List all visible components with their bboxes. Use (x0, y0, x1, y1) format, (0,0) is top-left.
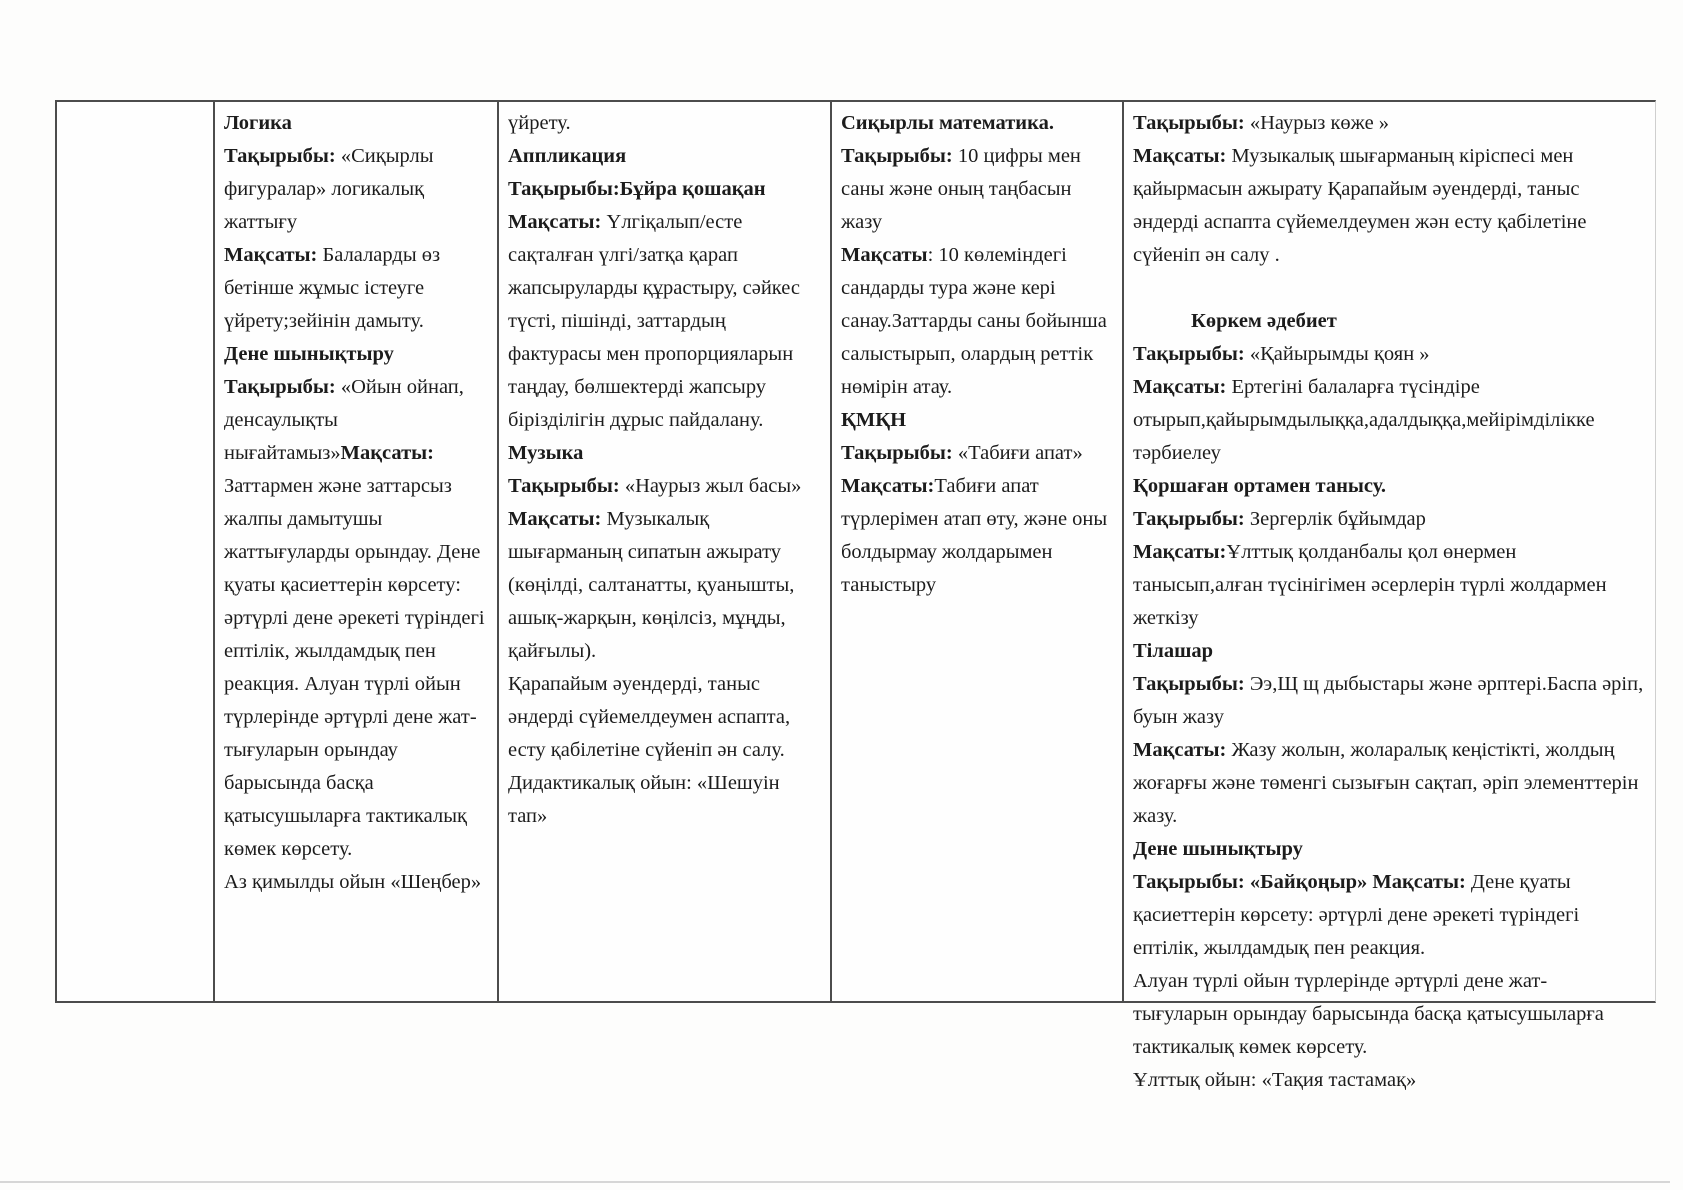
text-block (224, 338, 487, 371)
bold-text-run: Тақырыбы: (508, 475, 620, 497)
text-run: Заттармен және заттарсыз жалпы дамытушы жаттығуларды орындау. Дене қуаты қасиеттерін көрсету: әртүрлі дене әрекеті түріндегі ептілік, жылдамдық пен реакция. Алуан түрлі ойын түрлерінде әртүрлі дене жат- (224, 475, 485, 728)
text-run: Үлгіқалып/есте сақталған үлгі/затқа қарап жапсыруларды құрастыру, сәйкес түсті, пішінді, заттардың фактурасы мен пропорцияларын таңдау, бөлшектерді жапсыру бірізділігін дұрыс пайдалану. (508, 211, 800, 431)
text-block (1133, 965, 1645, 1064)
text-run: үйрету. (508, 112, 571, 134)
text-run: Ертегіні балаларға түсіндіре отырып,қайырымдылыққа,адалдыққа,мейірімділікке тәрбиелеу (1133, 376, 1595, 464)
text-block (508, 767, 820, 833)
text-run: тығуларын орындау барысында басқа қатысушыларға тактикалық көмек көрсету. (224, 739, 467, 860)
bold-text-run: Тақырыбы: (1133, 112, 1245, 134)
bold-text-run: Дене шынықтыру (224, 343, 394, 365)
bold-text-run: Тақырыбы: (1133, 673, 1245, 695)
text-block (841, 404, 1112, 437)
bold-text-run: Мақсаты: (1133, 145, 1227, 167)
bold-text-run: Тақырыбы: (841, 145, 953, 167)
text-block (1133, 470, 1645, 503)
text-block (1133, 338, 1645, 371)
text-block (1133, 734, 1645, 833)
text-run: Балаларды өз бетінше жұмыс істеуге үйрету;зейінін дамыту. (224, 244, 441, 332)
text-block (508, 668, 820, 767)
text-block (508, 140, 820, 173)
text-run: «Ойын ойнап, денсаулықты нығайтамыз» (224, 376, 464, 464)
text-block (1133, 107, 1645, 140)
bold-text-run: Қоршаған ортамен танысу. (1133, 475, 1387, 497)
bold-text-run: Мақсаты: (340, 442, 435, 464)
bold-text-run: Мақсаты: (1133, 376, 1227, 398)
text-block (1133, 371, 1645, 470)
text-run: Ұлттық ойын: «Тақия тастамақ» (1133, 1069, 1417, 1091)
blank-line (1133, 272, 1645, 305)
text-run: Музыкалық шығарманың сипатын ажырату (көңілді, салтанатты, қуанышты, ашық-жарқын, көңілсіз, мұңды, қайғылы). (508, 508, 795, 662)
text-block (1133, 536, 1645, 635)
text-block (1133, 503, 1645, 536)
text-run: «Наурыз жыл басы» (619, 475, 802, 497)
scan-artifact-line (0, 1181, 1670, 1183)
text-run: Ээ,Щ щ дыбыстары және әрптері.Баспа әріп, буын жазу (1133, 673, 1644, 728)
bold-text-run: Логика (224, 112, 292, 134)
table-cell-spacer (57, 102, 215, 1001)
bold-text-run: Аппликация (508, 145, 627, 167)
text-block (841, 140, 1112, 239)
text-block (1133, 668, 1645, 734)
text-block (841, 470, 1112, 602)
bold-text-run: Тақырыбы: (1133, 871, 1245, 893)
text-run: Музыкалық шығарманың кіріспесі мен қайырмасын ажырату Қарапайым әуендерді, таныс әндерді аспапта сүйемелдеумен жән есту қабілетіне сүйеніп ән салу . (1133, 145, 1587, 266)
bold-text-run: Дене шынықтыру (1133, 838, 1303, 860)
table-cell-logic-physical (215, 102, 499, 1001)
table-cell-literature-language (1124, 102, 1655, 1091)
text-block (224, 239, 487, 338)
text-run: 10 цифры мен саны және оның таңбасын жазу (841, 145, 1081, 233)
text-block (508, 206, 820, 437)
bold-text-run: Тақырыбы: (841, 442, 953, 464)
bold-text-run: Мақсаты: (224, 244, 318, 266)
text-block (508, 173, 820, 206)
lesson-plan-table (55, 100, 1656, 1091)
text-run: Табиғи апат түрлерімен атап өту, және оны болдырмау жолдарымен таныстыру (841, 475, 1108, 596)
bold-text-run: Мақсаты: (1133, 739, 1227, 761)
bold-text-run: Мақсаты: (508, 508, 602, 530)
text-block (841, 437, 1112, 470)
text-run: Аз қимылды ойын «Шеңбер» (224, 871, 482, 893)
text-block (1133, 635, 1645, 668)
text-run: Қарапайым әуендерді, таныс әндерді сүйемелдеумен аспапта, есту қабілетіне сүйеніп ән салу. (508, 673, 791, 761)
bold-text-run: ҚМҚН (841, 409, 907, 431)
bold-text-run: Тақырыбы: (1133, 508, 1245, 530)
bold-text-run: Көркем әдебиет (1191, 310, 1337, 332)
text-run: тығуларын орындау барысында басқа қатысушыларға тактикалық көмек көрсету. (1133, 1003, 1604, 1058)
text-block (224, 107, 487, 140)
bold-text-run: Мақсаты: (841, 475, 935, 497)
bold-text-run: Мақсаты: (1133, 541, 1227, 563)
table-cell-application-music (499, 102, 832, 1001)
bold-text-run: Мақсаты (841, 244, 928, 266)
text-block (1133, 140, 1645, 272)
text-run: Зергерлік бұйымдар (1244, 508, 1426, 530)
text-run: «Наурыз көже » (1244, 112, 1390, 134)
text-block (1133, 305, 1645, 338)
bold-text-run: Тілашар (1133, 640, 1214, 662)
text-run: «Сиқырлы фигуралар» логикалық жаттығу (224, 145, 434, 233)
text-block (1133, 866, 1645, 965)
bold-text-run: Тақырыбы: (1133, 343, 1245, 365)
text-block (508, 470, 820, 503)
bold-text-run: Сиқырлы математика. (841, 112, 1054, 134)
text-run: «Табиғи апат» (952, 442, 1083, 464)
text-block (224, 140, 487, 239)
text-run: Дидактикалық ойын: «Шешуін тап» (508, 772, 780, 827)
text-run: Алуан түрлі ойын түрлерінде әртүрлі дене жат- (1133, 970, 1548, 992)
bold-text-run: Музыка (508, 442, 584, 464)
text-block (841, 107, 1112, 140)
bold-text-run: Мақсаты: (508, 211, 602, 233)
bold-text-run: Тақырыбы:Бұйра қошақан (508, 178, 766, 200)
text-block (841, 239, 1112, 404)
table-cell-math-safety (832, 102, 1124, 1001)
text-run: Дене қуаты қасиеттерін көрсету: әртүрлі дене әрекеті түріндегі ептілік, жылдамдық пен реакция. (1133, 871, 1580, 959)
text-block (1133, 833, 1645, 866)
text-block (508, 437, 820, 470)
text-block (1133, 1064, 1645, 1097)
bold-text-run: Тақырыбы: (224, 376, 336, 398)
text-block (224, 371, 487, 866)
text-run: «Қайырымды қоян » (1244, 343, 1430, 365)
text-block (224, 866, 487, 899)
bold-text-run: «Байқоңыр» (1249, 871, 1368, 893)
bold-text-run: Мақсаты: (1372, 871, 1466, 893)
text-run: Ұлттық қолданбалы қол өнермен танысып,алған түсінігімен әсерлерін түрлі жолдармен жеткізу (1133, 541, 1607, 629)
text-run: Жазу жолын, жоларалық кеңістікті, жолдың жоғарғы және төменгі сызығын сақтап, әріп элементтерін жазу. (1133, 739, 1639, 827)
text-run: : 10 көлеміндегі сандарды тура және кері санау.Заттарды саны бойынша салыстырып, олардың реттік нөмірін атау. (841, 244, 1107, 398)
text-block (508, 107, 820, 140)
bold-text-run: Тақырыбы: (224, 145, 336, 167)
text-block (508, 503, 820, 668)
